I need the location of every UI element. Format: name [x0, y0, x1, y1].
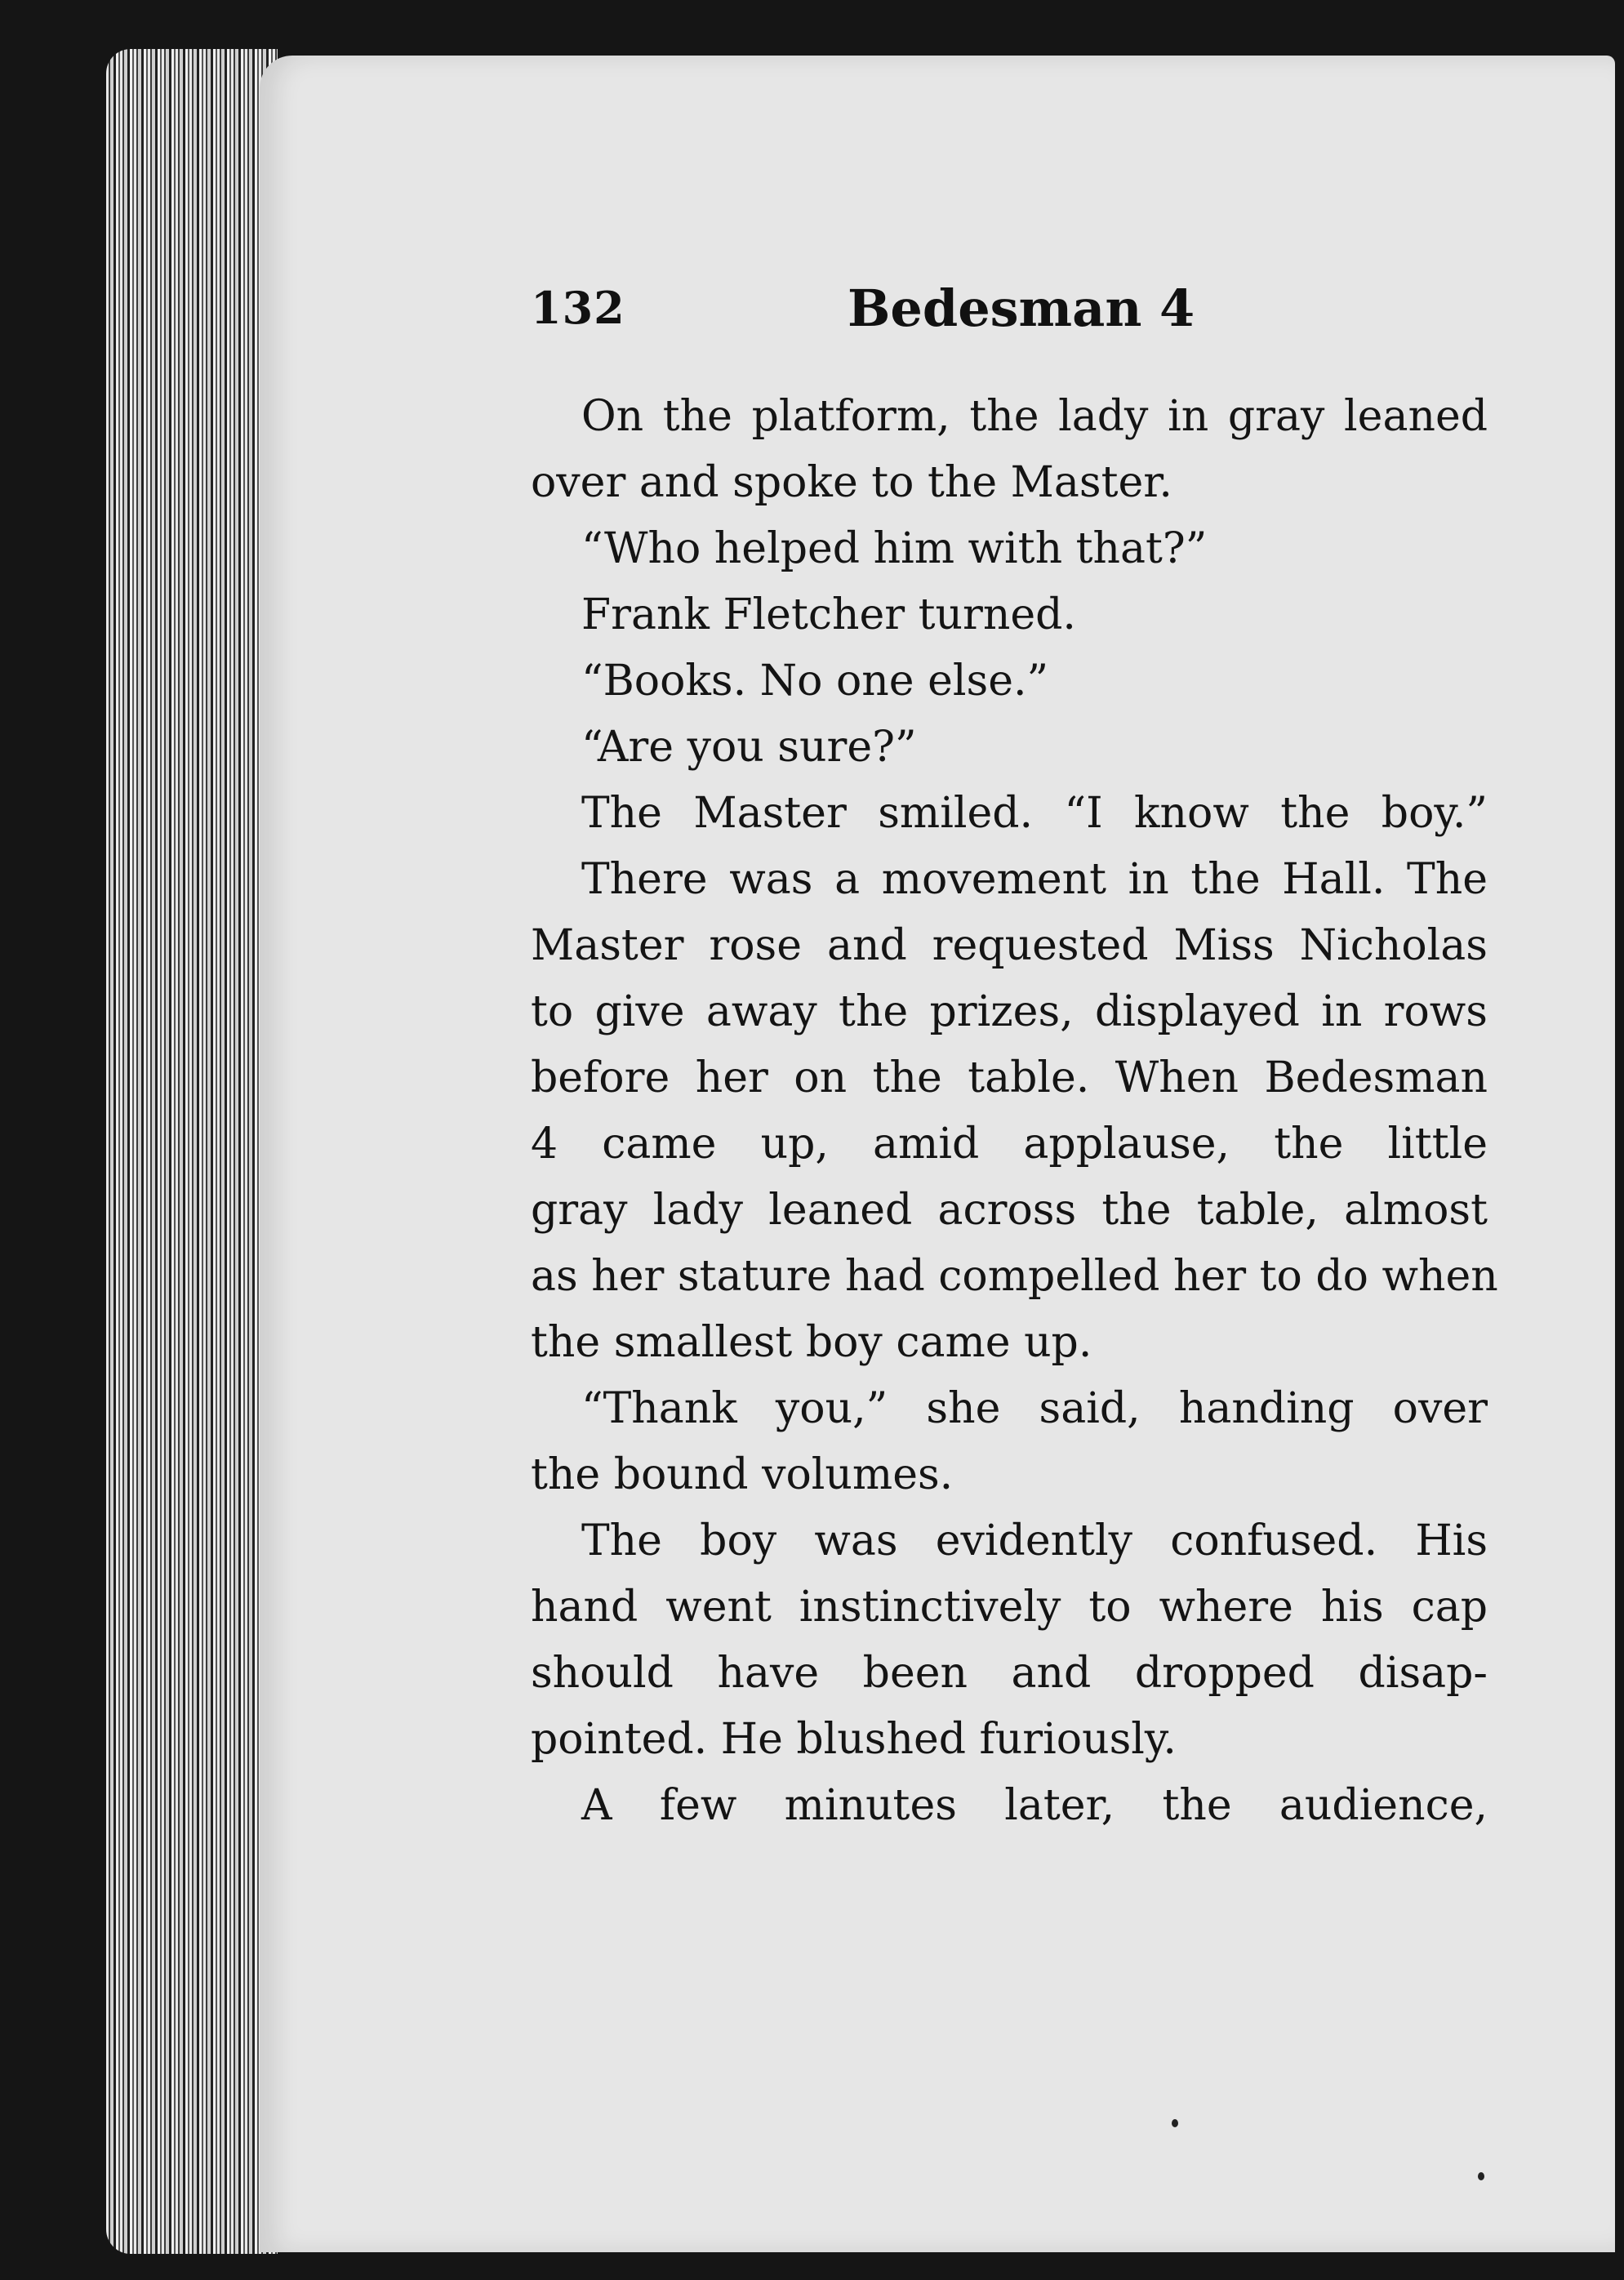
- text-line: 4 came up, amid applause, the little: [531, 1120, 1488, 1169]
- scan-speck: [1172, 2119, 1178, 2127]
- book-page-edges: [106, 49, 278, 2254]
- text-line: over and spoke to the Master.: [531, 458, 1172, 507]
- text-line: pointed. He blushed furiously.: [531, 1715, 1177, 1764]
- text-line: gray lady leaned across the table, almost: [531, 1186, 1488, 1235]
- page-number: 132: [531, 282, 625, 334]
- text-line: Frank Fletcher turned.: [581, 590, 1076, 639]
- text-line: The boy was evidently confused. His: [581, 1516, 1488, 1565]
- text-line: before her on the table. When Bedesman: [531, 1053, 1488, 1102]
- text-line: On the platform, the lady in gray leaned: [581, 392, 1488, 441]
- running-title: Bedesman 4: [848, 278, 1195, 338]
- text-line: to give away the prizes, displayed in rows: [531, 987, 1488, 1036]
- body-text: [531, 384, 1498, 1839]
- text-line: The Master smiled. “I know the boy.”: [581, 789, 1488, 838]
- scan-speck: [1478, 2172, 1484, 2180]
- text-line: “Thank you,” she said, handing over: [581, 1384, 1488, 1433]
- text-line: “Books. No one else.”: [581, 657, 1049, 706]
- text-line: the bound volumes.: [531, 1450, 954, 1499]
- text-line: as her stature had compelled her to do when: [531, 1252, 1498, 1301]
- text-line: the smallest boy came up.: [531, 1318, 1092, 1367]
- text-line: There was a movement in the Hall. The: [581, 855, 1488, 904]
- text-line: “Who helped him with that?”: [581, 524, 1208, 573]
- text-line: hand went instinctively to where his cap: [531, 1583, 1488, 1632]
- text-line: “Are you sure?”: [581, 723, 917, 772]
- text-line: should have been and dropped disap-: [531, 1649, 1488, 1698]
- text-line: A few minutes later, the audience,: [581, 1781, 1488, 1830]
- running-head: [531, 278, 1494, 363]
- text-line: Master rose and requested Miss Nicholas: [531, 921, 1488, 970]
